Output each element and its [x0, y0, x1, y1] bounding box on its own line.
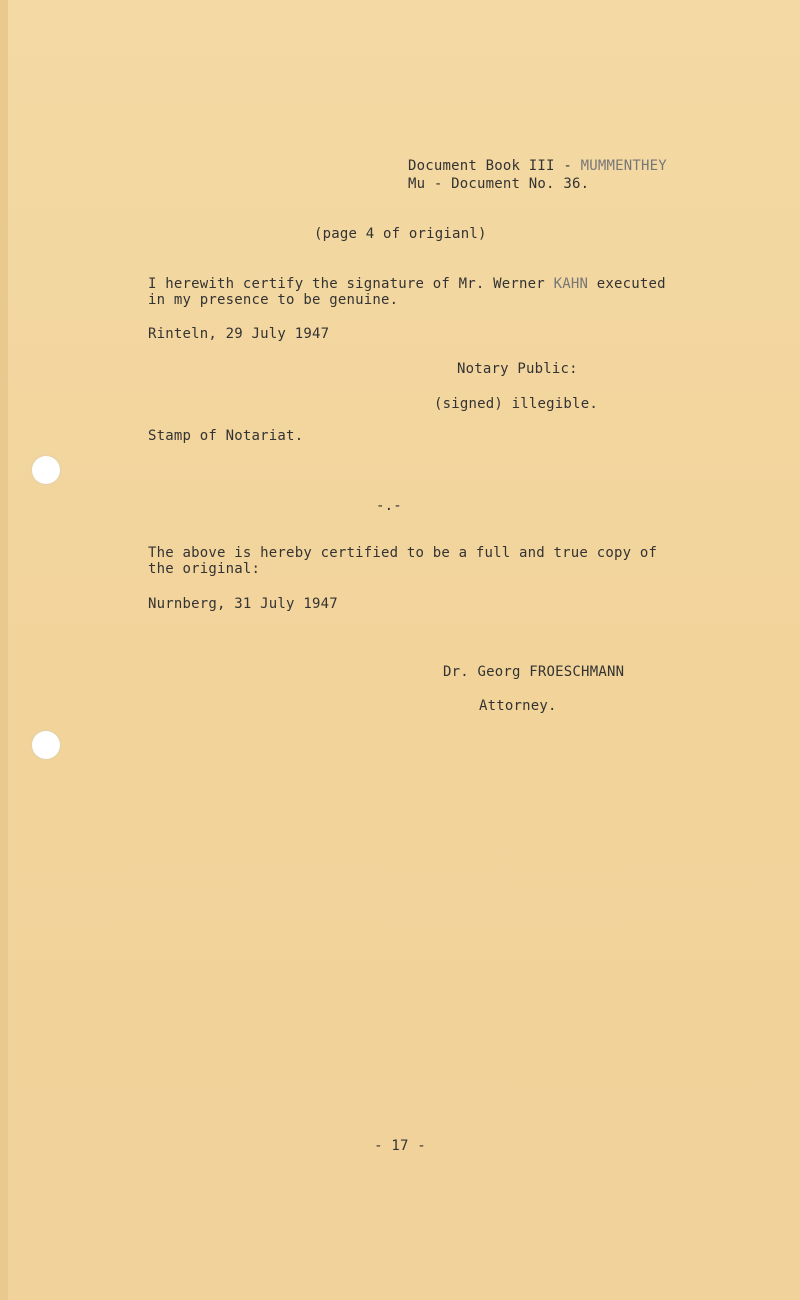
punch-hole [32, 731, 60, 759]
page-number: - 17 - [374, 1138, 426, 1154]
notary-title: Notary Public: [457, 361, 578, 377]
separator: -.- [376, 498, 402, 514]
page-reference: (page 4 of origianl) [314, 226, 487, 242]
cert-name: KAHN [553, 276, 589, 292]
header-defendant-name: MUMMENTHEY [580, 158, 667, 174]
certification-line-2: in my presence to be genuine. [148, 292, 399, 308]
punch-hole [32, 456, 60, 484]
place-date-1: Rinteln, 29 July 1947 [148, 326, 330, 342]
cert-prefix: I herewith certify the signature of Mr. Werner [148, 276, 554, 292]
notary-signed: (signed) illegible. [434, 396, 598, 412]
attorney-name: Dr. Georg FROESCHMANN [443, 664, 625, 680]
header-line-1 [408, 158, 667, 174]
cert-suffix: executed [588, 276, 666, 292]
copy-cert-line-1: The above is hereby certified to be a full and true copy of [148, 545, 658, 561]
paper-edge [0, 0, 8, 1300]
attorney-title: Attorney. [479, 698, 557, 714]
certification-line-1 [148, 276, 666, 292]
header-line-2: Mu - Document No. 36. [408, 176, 590, 192]
header-prefix: Document Book III - [408, 158, 581, 174]
place-date-2: Nurnberg, 31 July 1947 [148, 596, 338, 612]
copy-cert-line-2: the original: [148, 561, 261, 577]
stamp-note: Stamp of Notariat. [148, 428, 304, 444]
